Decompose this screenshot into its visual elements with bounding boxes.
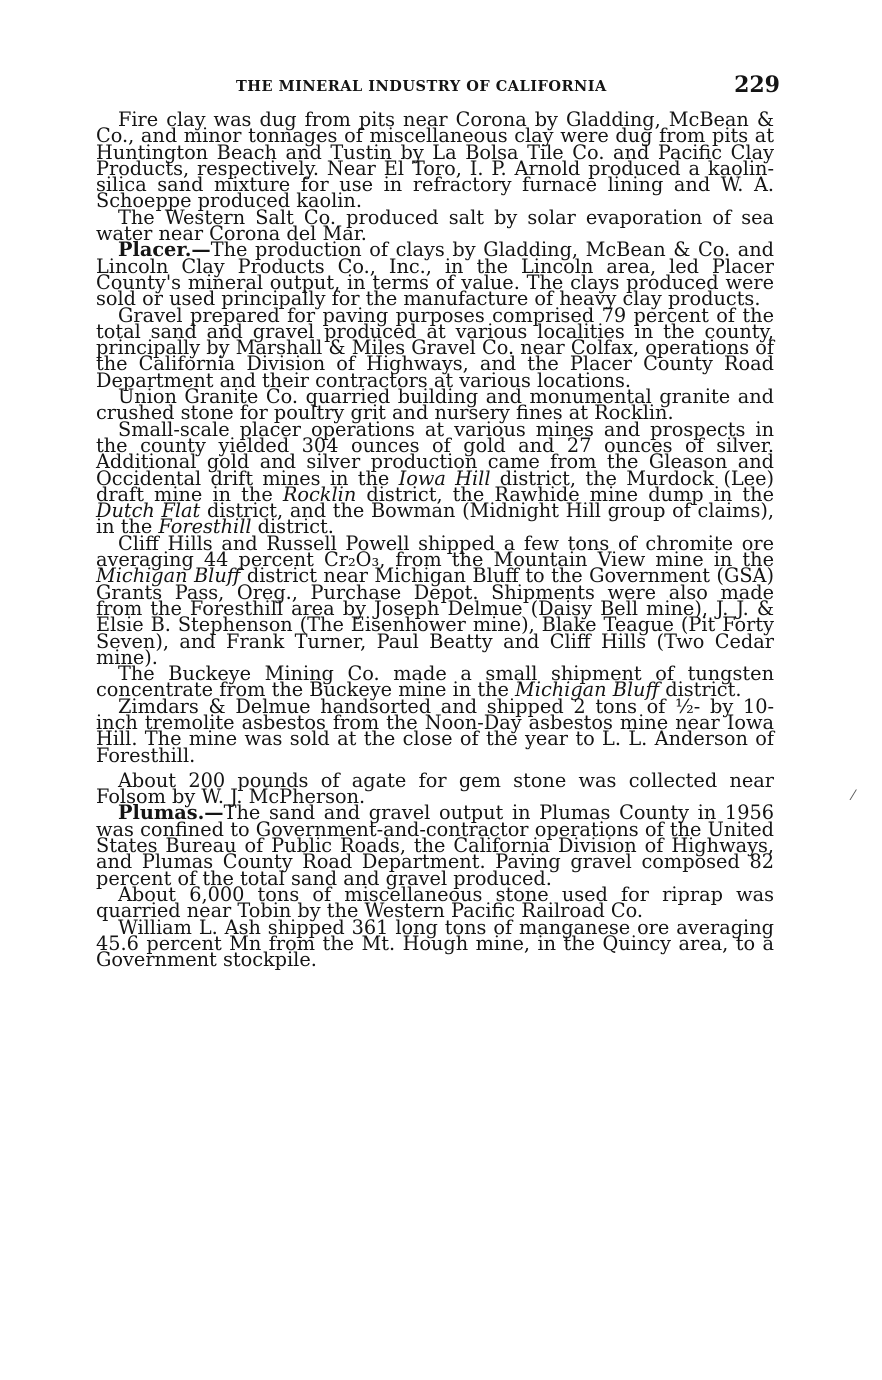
- district-name: Michigan Bluff: [96, 564, 241, 588]
- paragraph: [96, 108, 774, 213]
- running-header: [96, 72, 780, 102]
- text-run: The sand and gravel output in Plumas County in 1956 was confined to Government-and-contractor operations of the United States Bureau of Public Roads, the California Division of Highways, and Plumas County Road Department. Paving gravel composed 82 percent of the total sand and gravel produced.: [96, 801, 774, 890]
- paragraph: [96, 417, 775, 539]
- text-run: district, and the Bowman (Midnight Hill group of claims), in the: [96, 499, 775, 539]
- paragraph: [96, 915, 774, 972]
- text-run: district.: [251, 515, 334, 539]
- text-run: district.: [659, 678, 742, 702]
- text-run: district near Michigan Bluff to the Government (GSA) Grants Pass, Oreg., Purchase Depot. Shipments were also made from the Foresthill area by Joseph Delmue (Daisy Bell mine), J. J. & Elsie B. Stephenson (The Eisenhower mine), Blake Teague (Pit Forty Seven), and Frank Turner, Paul Beatty and Cliff Hills (Two Cedar mine).: [96, 564, 774, 669]
- running-title: THE MINERAL INDUSTRY OF CALIFORNIA: [236, 78, 607, 95]
- body-text: [96, 108, 775, 972]
- text-run: About 200 pounds of agate for gem stone was collected near Folsom by W. J. McPherson.: [96, 768, 774, 809]
- district-name: Dutch Flat: [96, 499, 201, 523]
- text-run: About 6,000 tons of miscellaneous stone used for riprap was quarried near Tobin by the Western Pacific Railroad Co.: [96, 882, 774, 923]
- text-run: district, the Rawhide mine dump in the: [356, 482, 774, 506]
- district-name: Iowa Hill: [398, 466, 491, 490]
- text-run: Union Granite Co. quarried building and monumental granite and crushed stone for poultry grit and nursery fines at Rocklin.: [96, 385, 774, 425]
- section-heading: Plumas.—: [118, 801, 224, 825]
- paragraph: [96, 801, 774, 890]
- district-name: Foresthill: [158, 515, 252, 539]
- paragraph: [96, 531, 774, 669]
- paragraph: [96, 694, 774, 767]
- district-name: Rocklin: [282, 482, 357, 506]
- page-number: 229: [734, 72, 780, 98]
- text-run: Cliff Hills and Russell Powell shipped a few tons of chromite ore averaging 44 percent Cr₂O₃, from the Mountain View mine in the: [96, 531, 774, 572]
- text-run: Small-scale placer operations at various mines and prospects in the county yielded 304 ounces of gold and 27 ounces of silver. Additional gold and silver production came from the Gleason and Occidental drift mines in the: [96, 417, 774, 490]
- margin-mark: ⁄: [852, 788, 855, 804]
- text-run: The production of clays by Gladding, McBean & Co. and Lincoln Clay Products Co., Inc., in the Lincoln area, led Placer County's mineral output, in terms of value. The clays produced were sold or used principally for the manufacture of heavy clay products.: [96, 238, 774, 311]
- text-run: William L. Ash shipped 361 long tons of manganese ore averaging 45.6 percent Mn from the Mt. Hough mine, in the Quincy area, to a Government stockpile.: [96, 915, 774, 972]
- paragraph: [96, 303, 774, 392]
- text-run: Fire clay was dug from pits near Corona by Gladding, McBean & Co., and minor tonnages of miscellaneous clay were dug from pits at Huntington Beach and Tustin by La Bolsa Tile Co. and Pacific Clay Products, respectively. Near El Toro, I. P. Arnold produced a kaolin-silica sand mixture for use in refractory furnace lining and W. A. Schoeppe produced kaolin.: [96, 108, 774, 213]
- section-heading: Placer.—: [118, 238, 211, 262]
- text-run: district, the Murdock (Lee) draft mine in the: [96, 466, 774, 506]
- text-run: Gravel prepared for paving purposes comprised 79 percent of the total sand and gravel produced at various localities in the county, principally by Marshall & Miles Gravel Co. near Colfax, operations of the California Division of Highways, and the Placer County Road Department and their contractors at various locations.: [96, 303, 774, 392]
- text-run: The Western Salt Co. produced salt by solar evaporation of sea water near Corona del Mar.: [96, 205, 774, 246]
- paragraph: [96, 238, 774, 311]
- text-run: The Buckeye Mining Co. made a small shipment of tungsten concentrate from the Buckeye mine in the: [96, 662, 774, 702]
- district-name: Michigan Bluff: [515, 678, 660, 702]
- text-run: Zimdars & Delmue handsorted and shipped 2 tons of ½- by 10-inch tremolite asbestos from the Noon-Day asbestos mine near Iowa Hill. The mine was sold at the close of the year to L. L. Anderson of Foresthill.: [96, 694, 774, 767]
